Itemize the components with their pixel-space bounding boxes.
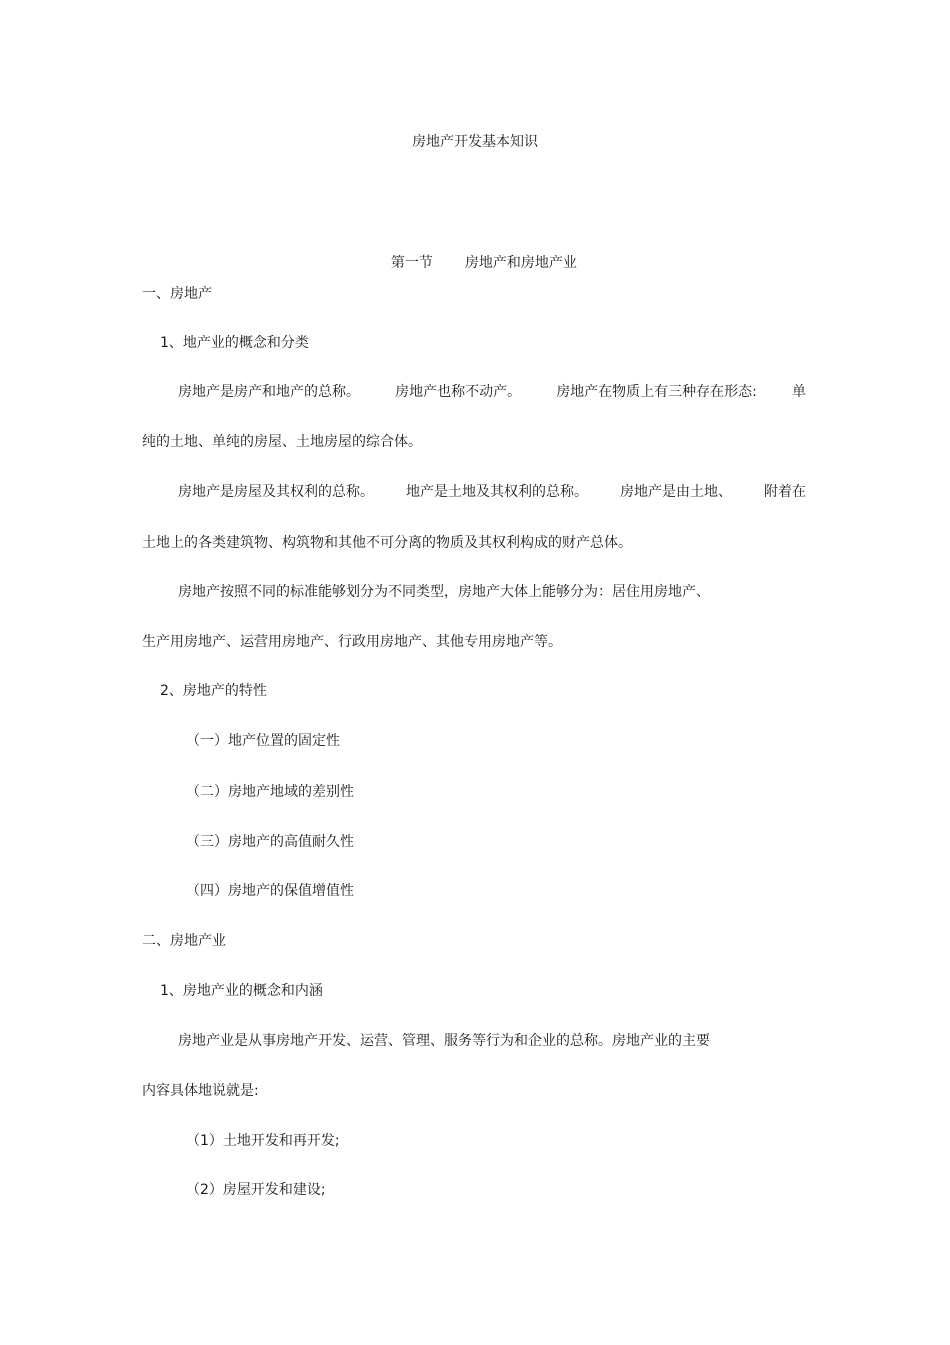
text-segment: 房地产也称不动产。 <box>395 384 522 400</box>
paragraph-line <box>178 482 806 502</box>
text-segment: 地产是土地及其权利的总称。 <box>406 484 588 500</box>
document-title: 房地产开发基本知识 <box>412 134 538 150</box>
list-item: （二）房地产地域的差别性 <box>186 784 354 800</box>
paragraph-line <box>178 382 806 402</box>
list-item: （三）房地产的高值耐久性 <box>186 834 354 850</box>
part1-heading: 一、房地产 <box>142 286 212 302</box>
section-name: 房地产和房地产业 <box>464 255 577 271</box>
list-item: （2）房屋开发和建设; <box>186 1182 326 1198</box>
text-segment: 房地产是房屋及其权利的总称。 <box>178 484 374 500</box>
text-segment: 房地产是房产和地产的总称。 <box>178 384 360 400</box>
section-title <box>0 233 950 271</box>
text-segment: 房地产在物质上有三种存在形态: <box>556 384 757 400</box>
text-segment: 附着在 <box>764 484 806 500</box>
part2-heading: 二、房地产业 <box>142 933 226 949</box>
paragraph-line: 房地产业是从事房地产开发、运营、管理、服务等行为和企业的总称。房地产业的主要 <box>178 1033 710 1049</box>
list-item: （一）地产位置的固定性 <box>186 733 340 749</box>
part1-sub1-heading: 1、地产业的概念和分类 <box>160 335 309 351</box>
paragraph-line: 生产用房地产、运营用房地产、行政用房地产、其他专用房地产等。 <box>142 634 562 650</box>
part1-sub2-heading: 2、房地产的特性 <box>160 683 267 699</box>
paragraph-line: 内容具体地说就是: <box>142 1083 259 1099</box>
list-item: （四）房地产的保值增值性 <box>186 883 354 899</box>
paragraph-line: 纯的土地、单纯的房屋、土地房屋的综合体。 <box>142 434 422 450</box>
part2-sub1-heading: 1、房地产业的概念和内涵 <box>160 983 323 999</box>
text-segment: 房地产是由土地、 <box>620 484 732 500</box>
paragraph-line: 土地上的各类建筑物、构筑物和其他不可分离的物质及其权利构成的财产总体。 <box>142 535 632 551</box>
text-segment: 单 <box>792 384 806 400</box>
section-number: 第一节 <box>390 255 433 271</box>
list-item: （1）土地开发和再开发; <box>186 1133 340 1149</box>
paragraph-line: 房地产按照不同的标准能够划分为不同类型，房地产大体上能够分为：居住用房地产、 <box>178 584 710 600</box>
